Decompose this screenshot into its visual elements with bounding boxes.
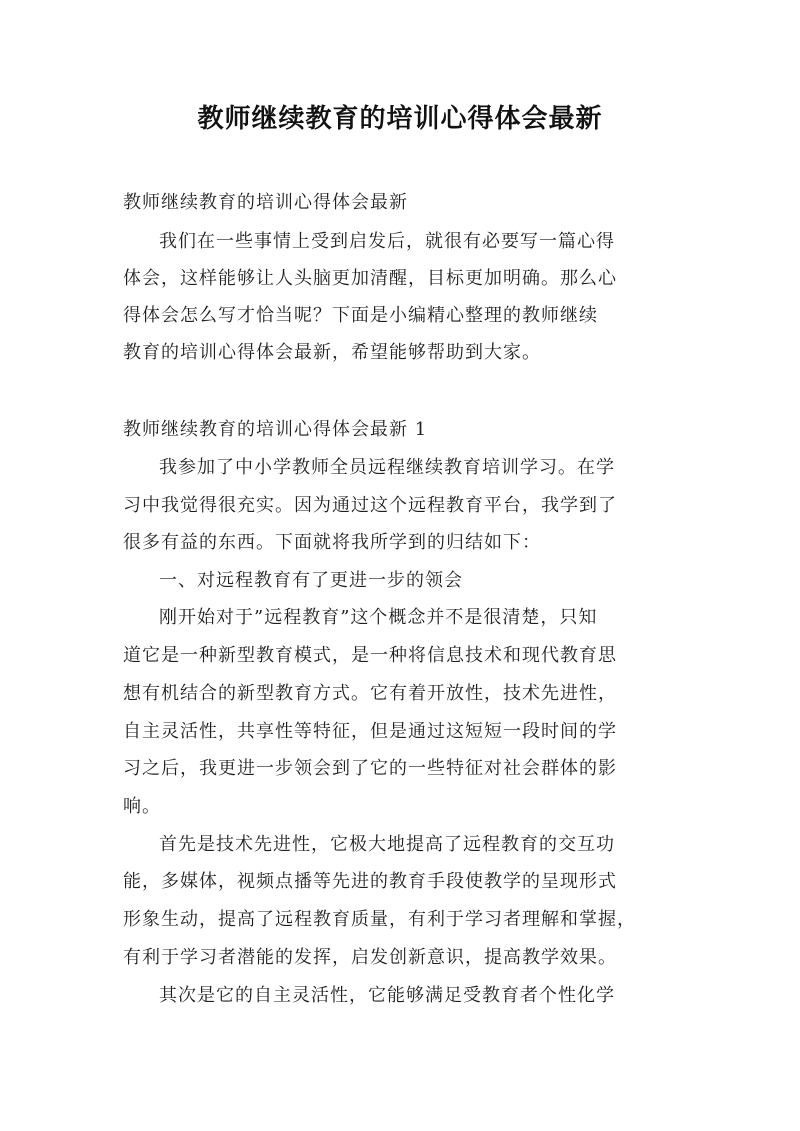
body-line: 教育的培训心得体会最新，希望能够帮助到大家。	[123, 342, 541, 363]
body-line: 得体会怎么写才恰当呢？下面是小编精心整理的教师继续	[123, 305, 598, 326]
body-line: 体会，这样能够让人头脑更加清醒，目标更加明确。那么心	[123, 268, 617, 289]
document-title: 教师继续教育的培训心得体会最新	[197, 104, 603, 134]
body-line: 很多有益的东西。下面就将我所学到的归结如下：	[123, 532, 541, 553]
body-line: 自主灵活性，共享性等特征，但是通过这短短一段时间的学	[123, 721, 617, 742]
body-line: 其次是它的自主灵活性，它能够满足受教育者个性化学	[159, 985, 615, 1006]
body-line: 习之后，我更进一步领会到了它的一些特征对社会群体的影	[123, 758, 617, 779]
body-line: 习中我觉得很充实。因为通过这个远程教育平台，我学到了	[123, 495, 617, 516]
subheading-line: 一、对远程教育有了更进一步的领会	[159, 570, 463, 591]
body-line: 形象生动，提高了远程教育质量，有利于学习者理解和掌握，	[123, 909, 636, 930]
body-line: 能，多媒体，视频点播等先进的教育手段使教学的呈现形式	[123, 871, 617, 892]
body-line: 有利于学习者潜能的发挥，启发创新意识，提高教学效果。	[123, 947, 617, 968]
section-heading: 教师继续教育的培训心得体会最新 1	[123, 419, 428, 440]
body-line: 刚开始对于”远程教育”这个概念并不是很清楚，只知	[159, 607, 598, 628]
body-line: 我参加了中小学教师全员远程继续教育培训学习。在学	[159, 457, 615, 478]
body-line: 想有机结合的新型教育方式。它有着开放性，技术先进性，	[123, 683, 617, 704]
body-line: 我们在一些事情上受到启发后，就很有必要写一篇心得	[159, 231, 615, 252]
subtitle-line: 教师继续教育的培训心得体会最新	[123, 192, 408, 213]
body-line: 道它是一种新型教育模式，是一种将信息技术和现代教育思	[123, 645, 617, 666]
body-line: 首先是技术先进性，它极大地提高了远程教育的交互功	[159, 834, 615, 855]
body-line: 响。	[123, 796, 161, 817]
